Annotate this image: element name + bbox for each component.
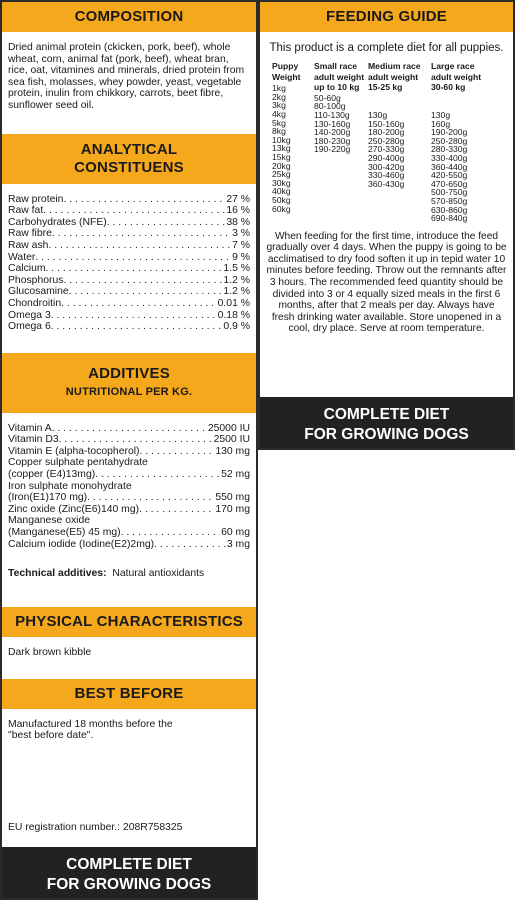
dot-leader bbox=[121, 527, 220, 539]
dot-leader bbox=[51, 310, 217, 322]
feeding-col-header: Small race bbox=[314, 61, 357, 71]
feeding-col-header: Medium race bbox=[368, 61, 421, 71]
feeding-cell: 13kg bbox=[272, 143, 291, 154]
dot-leader bbox=[35, 252, 231, 264]
analytical-label: Raw fibre bbox=[8, 228, 52, 240]
technical-additives-value: Natural antioxidants bbox=[112, 568, 205, 580]
additive-row bbox=[8, 539, 250, 551]
right-footer-line2: FOR GROWING DOGS bbox=[304, 425, 469, 443]
right-panel bbox=[258, 0, 515, 450]
feeding-cell bbox=[368, 206, 431, 215]
analytical-label: Omega 3 bbox=[8, 309, 51, 321]
additive-name: Manganese oxide bbox=[8, 515, 91, 527]
right-footer-line1: COMPLETE DIET bbox=[323, 405, 450, 423]
feeding-cell: 300-420g bbox=[368, 161, 405, 172]
additives-header bbox=[2, 353, 256, 413]
analytical-row bbox=[8, 321, 250, 333]
analytical-row bbox=[8, 286, 250, 298]
feeding-col-header: adult weight bbox=[314, 71, 365, 82]
feeding-col-weight bbox=[272, 62, 314, 223]
dot-leader bbox=[63, 275, 222, 287]
analytical-row bbox=[8, 205, 250, 217]
additive-label: Vitamin E (alpha-tocopherol) bbox=[8, 445, 140, 457]
analytical-label: Chondroitin bbox=[8, 297, 62, 309]
additive-row bbox=[8, 504, 250, 516]
feeding-cell: 3kg bbox=[272, 100, 286, 111]
dot-leader bbox=[95, 469, 220, 481]
analytical-label: Raw protein bbox=[8, 193, 64, 205]
feeding-cell: 180-200g bbox=[368, 127, 405, 138]
analytical-value: 27 % bbox=[226, 193, 250, 205]
feeding-cell: 500-750g bbox=[431, 187, 468, 198]
feeding-cell: 250-280g bbox=[431, 135, 468, 146]
feeding-cell: 190-200g bbox=[431, 127, 468, 138]
feeding-cell bbox=[314, 197, 368, 206]
feeding-cell: 4kg bbox=[272, 108, 286, 119]
additives-title: ADDITIVES bbox=[88, 364, 170, 382]
additive-value: 2500 IU bbox=[213, 434, 250, 446]
dot-leader bbox=[107, 217, 226, 229]
feeding-cell: 30kg bbox=[272, 177, 291, 188]
dot-leader bbox=[154, 539, 226, 551]
feeding-cell: 80-100g bbox=[314, 101, 346, 112]
feeding-col-header: Weight bbox=[272, 71, 301, 82]
dot-leader bbox=[69, 286, 223, 298]
feeding-cell: 50-60g bbox=[314, 92, 341, 103]
feeding-cell: 270-330g bbox=[368, 144, 405, 155]
feeding-cell: 50kg bbox=[272, 194, 291, 205]
additive-name: Iron sulphate monohydrate bbox=[8, 480, 132, 492]
dot-leader bbox=[140, 446, 215, 458]
analytical-row bbox=[8, 252, 250, 264]
feeding-cell: 470-650g bbox=[431, 178, 468, 189]
analytical-value: 7 % bbox=[232, 239, 250, 251]
composition-header: COMPOSITION bbox=[2, 2, 256, 32]
feeding-col-header: adult weight bbox=[431, 71, 482, 82]
additive-row bbox=[8, 446, 250, 458]
feeding-cell bbox=[314, 154, 368, 163]
dot-leader bbox=[63, 194, 225, 206]
feeding-cell: 10kg bbox=[272, 134, 291, 145]
additive-label: Zinc oxide (Zinc(E6)140 mg) bbox=[8, 503, 140, 515]
physical-text: Dark brown kibble bbox=[8, 647, 92, 659]
dot-leader bbox=[46, 263, 223, 275]
dot-leader bbox=[48, 240, 231, 252]
feeding-intro: This product is a complete diet for all puppies. bbox=[269, 42, 504, 54]
feeding-cell: 1kg bbox=[272, 83, 286, 94]
physical-header: PHYSICAL CHARACTERISTICS bbox=[2, 607, 256, 637]
analytical-label: Phosphorus bbox=[8, 274, 64, 286]
analytical-row bbox=[8, 275, 250, 287]
dot-leader bbox=[43, 205, 225, 217]
additive-row bbox=[8, 423, 250, 435]
feeding-cell bbox=[314, 214, 368, 223]
analytical-label: Raw ash bbox=[8, 239, 49, 251]
feeding-cell: 360-440g bbox=[431, 161, 468, 172]
technical-additives-label: Technical additives: bbox=[8, 568, 107, 580]
analytical-value: 1.5 % bbox=[223, 263, 250, 275]
feeding-cell bbox=[314, 163, 368, 172]
additive-label: (copper (E4)13mg) bbox=[8, 469, 96, 481]
additive-value: 3 mg bbox=[226, 538, 250, 550]
analytical-row bbox=[8, 298, 250, 310]
additives-list bbox=[2, 413, 256, 559]
left-footer-line2: FOR GROWING DOGS bbox=[46, 875, 212, 893]
dot-leader bbox=[87, 492, 214, 504]
feeding-header: FEEDING GUIDE bbox=[260, 2, 513, 32]
feeding-table bbox=[272, 62, 513, 223]
feeding-cell: 690-840g bbox=[431, 213, 468, 224]
feeding-cell bbox=[368, 188, 431, 197]
feeding-cell bbox=[314, 188, 368, 197]
feeding-cell: 630-860g bbox=[431, 204, 468, 215]
feeding-cell: 140-200g bbox=[314, 127, 351, 138]
left-footer bbox=[2, 847, 256, 900]
analytical-value: 0.01 % bbox=[217, 297, 250, 309]
analytical-row bbox=[8, 217, 250, 229]
left-footer-line1: COMPLETE DIET bbox=[66, 855, 192, 873]
analytical-label: Carbohydrates (NFE) bbox=[8, 216, 107, 228]
analytical-row bbox=[8, 310, 250, 322]
dot-leader bbox=[61, 298, 217, 310]
analytical-title-line1: ANALYTICAL bbox=[80, 140, 178, 158]
feeding-col-large-race bbox=[431, 62, 491, 223]
analytical-value: 16 % bbox=[226, 205, 250, 217]
feeding-cell: 330-460g bbox=[368, 170, 405, 181]
additive-name: Copper sulphate pentahydrate bbox=[8, 457, 148, 469]
dot-leader bbox=[139, 504, 214, 516]
feeding-cell: 25kg bbox=[272, 169, 291, 180]
analytical-label: Glucosamine bbox=[8, 286, 69, 298]
dot-leader bbox=[51, 321, 223, 333]
analytical-label: Water bbox=[8, 251, 36, 263]
feeding-cell bbox=[314, 171, 368, 180]
feeding-cell: 360-430g bbox=[368, 178, 405, 189]
dot-leader bbox=[52, 228, 231, 240]
feeding-cell: 570-850g bbox=[431, 195, 468, 206]
feeding-col-header: Puppy bbox=[272, 61, 299, 71]
feeding-cell: 280-330g bbox=[431, 144, 468, 155]
feeding-cell: 130g bbox=[431, 109, 451, 120]
additive-value: 130 mg bbox=[215, 445, 250, 457]
technical-additives bbox=[2, 558, 256, 607]
feeding-cell bbox=[431, 94, 491, 103]
additive-value: 170 mg bbox=[215, 503, 250, 515]
feeding-cell: 150-160g bbox=[368, 118, 405, 129]
analytical-value: 1.2 % bbox=[223, 286, 250, 298]
additive-row bbox=[8, 469, 250, 481]
feeding-cell bbox=[368, 94, 431, 103]
analytical-label: Omega 6 bbox=[8, 321, 51, 333]
feeding-col-header: 15-25 kg bbox=[368, 82, 403, 93]
feeding-cell: 60kg bbox=[272, 203, 291, 214]
additive-label: Calcium iodide (Iodine(E2)2mg) bbox=[8, 538, 155, 550]
feeding-col-small-race bbox=[314, 62, 368, 223]
feeding-col-header: adult weight bbox=[368, 71, 419, 82]
feeding-cell: 130-160g bbox=[314, 118, 351, 129]
analytical-label: Calcium bbox=[8, 263, 46, 275]
analytical-row bbox=[8, 240, 250, 252]
additive-row bbox=[8, 492, 250, 504]
feeding-cell: 40kg bbox=[272, 186, 291, 197]
analytical-value: 3 % bbox=[232, 228, 250, 240]
feeding-cell bbox=[314, 206, 368, 215]
additive-label: Vitamin A bbox=[8, 422, 52, 434]
feeding-cell bbox=[368, 214, 431, 223]
feeding-cell: 420-550g bbox=[431, 170, 468, 181]
analytical-value: 1.2 % bbox=[223, 274, 250, 286]
additive-row bbox=[8, 527, 250, 539]
feeding-instructions: When feeding for the first time, introduce the feed gradually over 4 days. When the puppy is going to be acclimatised to dry food soften it up in tepid water 10 minutes before feeding. Throw out the remnants after 3 hours. The recommended feed quantity should be divided into 3 or 4 equally sized meals in the first 6 months, after that 2 meals per day. Always have fresh drinking water available. Store unopened in a cool, dry place. Serve at room temperature. bbox=[266, 230, 507, 335]
additive-value: 550 mg bbox=[215, 492, 250, 504]
feeding-cell: 15kg bbox=[272, 151, 291, 162]
right-footer bbox=[260, 397, 513, 450]
dot-leader bbox=[52, 423, 207, 435]
dot-leader bbox=[59, 434, 213, 446]
analytical-row bbox=[8, 263, 250, 275]
feeding-cell: 2kg bbox=[272, 91, 286, 102]
additives-subtitle: NUTRITIONAL PER KG. bbox=[65, 385, 193, 398]
analytical-row bbox=[8, 228, 250, 240]
analytical-value: 0.18 % bbox=[217, 309, 250, 321]
feeding-col-header: Large race bbox=[431, 61, 475, 71]
analytical-value: 38 % bbox=[226, 216, 250, 228]
feeding-col-header: 30-60 kg bbox=[431, 82, 466, 93]
additive-row bbox=[8, 434, 250, 446]
feeding-cell bbox=[314, 180, 368, 189]
eu-registration: EU registration number.: 208R758325 bbox=[8, 822, 183, 833]
feeding-cell: 180-230g bbox=[314, 135, 351, 146]
feeding-cell: 250-280g bbox=[368, 135, 405, 146]
feeding-cell: 190-220g bbox=[314, 144, 351, 155]
feeding-cell: 330-400g bbox=[431, 152, 468, 163]
additive-value: 60 mg bbox=[221, 527, 250, 539]
feeding-cell: 8kg bbox=[272, 126, 286, 137]
feeding-cell: 20kg bbox=[272, 160, 291, 171]
feeding-col-header: up to 10 kg bbox=[314, 82, 360, 93]
feeding-cell: 160g bbox=[431, 118, 451, 129]
feeding-cell: 290-400g bbox=[368, 152, 405, 163]
feeding-cell bbox=[368, 197, 431, 206]
analytical-value: 0.9 % bbox=[223, 321, 250, 333]
additive-label: Vitamin D3 bbox=[8, 434, 59, 446]
feeding-col-medium-race bbox=[368, 62, 431, 223]
analytical-title-line2: CONSTITUENS bbox=[74, 158, 184, 176]
additive-value: 25000 IU bbox=[207, 422, 250, 434]
feeding-cell: 130g bbox=[368, 109, 388, 120]
composition-text: Dried animal protein (ckicken, pork, beef), whole wheat, corn, animal fat (pork, beef), wheat bran, rice, oat, vitamines and minerals, dried protein from sea fish, molasses, whey powder, yeast, vegetable protein, inulin from chikkory, carrots, beet fibre, sunflower seed oil. bbox=[8, 42, 245, 111]
additive-label: (Manganese(E5) 45 mg) bbox=[8, 527, 121, 539]
analytical-label: Raw fat bbox=[8, 205, 44, 217]
best-before-text: Manufactured 18 months before the "best before date". bbox=[8, 718, 173, 742]
best-before-header: BEST BEFORE bbox=[2, 679, 256, 709]
additive-value: 52 mg bbox=[221, 469, 250, 481]
analytical-list bbox=[2, 184, 256, 353]
additive-label: (Iron(E1)170 mg) bbox=[8, 492, 88, 504]
analytical-value: 9 % bbox=[232, 251, 250, 263]
analytical-header bbox=[2, 134, 256, 184]
feeding-cell: 110-130g bbox=[314, 109, 350, 120]
analytical-row bbox=[8, 194, 250, 206]
feeding-cell: 5kg bbox=[272, 117, 286, 128]
